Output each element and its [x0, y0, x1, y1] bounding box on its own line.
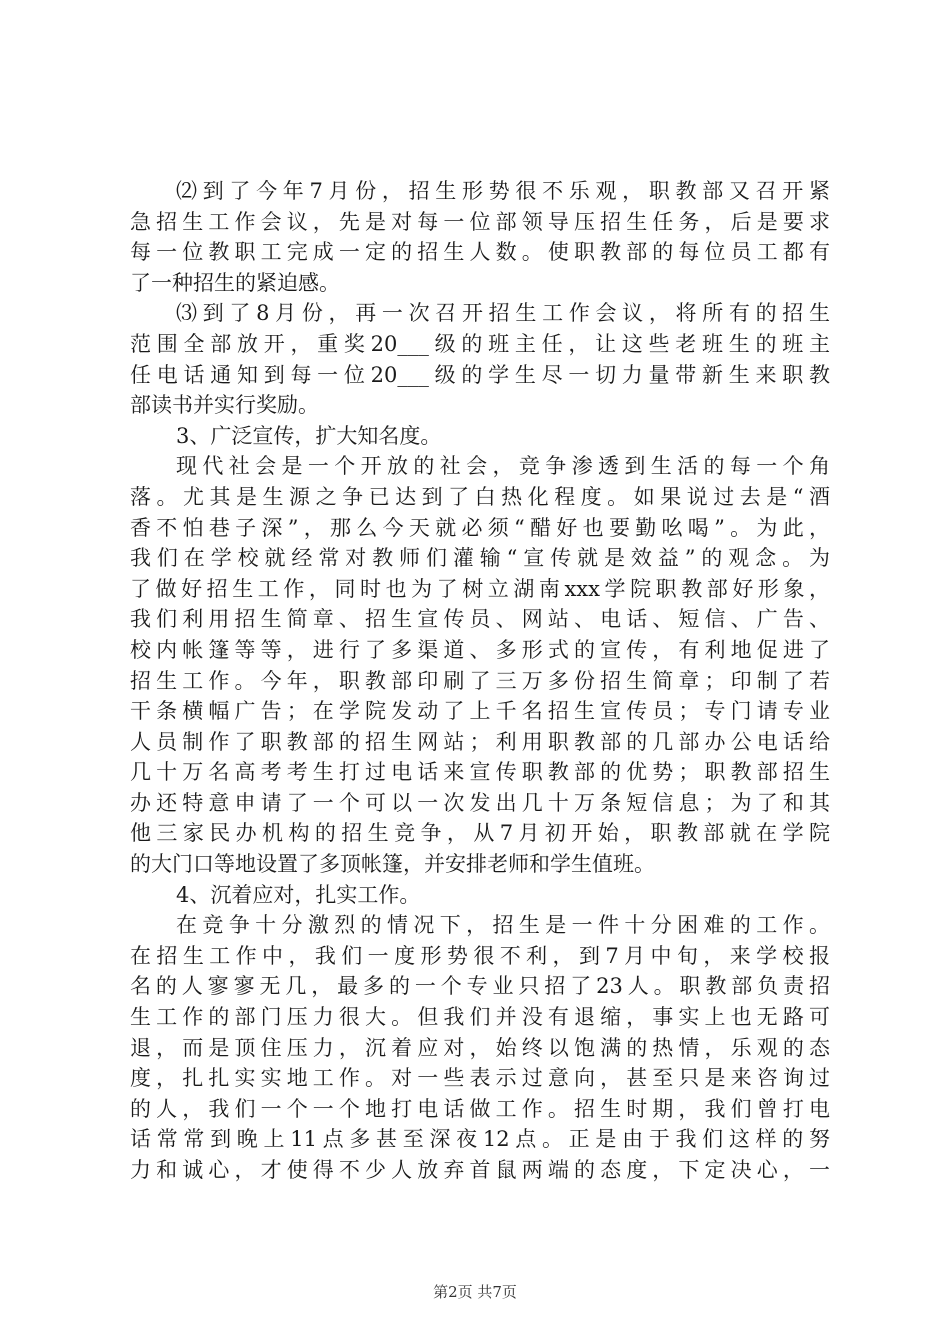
text-line: 退，而是顶住压力，沉着应对，始终以饱满的热情，乐观的态 [130, 1035, 830, 1060]
text-line: 办还特意申请了一个可以一次发出几十万条短信息；为了和其 [130, 790, 830, 815]
text-line: 名的人寥寥无几，最多的一个专业只招了23人。职教部负责招 [130, 974, 830, 999]
text-line: 几十万名高考考生打过电话来宣传职教部的优势；职教部招生 [130, 760, 830, 785]
text-line: 了做好招生工作，同时也为了树立湖南xxx学院职教部好形象， [130, 576, 830, 601]
text-line: 急招生工作会议，先是对每一位部领导压招生任务，后是要求 [130, 209, 830, 234]
text-line: 在招生工作中，我们一度形势很不利，到7月中旬，来学校报 [130, 943, 830, 968]
text-line: 3、广泛宣传，扩大知名度。 [176, 423, 442, 448]
text-line: ⑶到了8月份，再一次召开招生工作会议，将所有的招生 [176, 301, 830, 326]
text-line: 在竞争十分激烈的情况下，招生是一件十分困难的工作。 [176, 913, 830, 938]
text-line: 了一种招生的紧迫感。 [130, 270, 340, 295]
text-line: 现代社会是一个开放的社会，竞争渗透到生活的每一个角 [176, 454, 830, 479]
text-line: 我们利用招生简章、招生宣传员、网站、电话、短信、广告、 [130, 607, 830, 632]
text-line: 生工作的部门压力很大。但我们并没有退缩，事实上也无路可 [130, 1005, 830, 1030]
document-body [130, 176, 830, 1186]
text-line: 校内帐篷等等，进行了多渠道、多形式的宣传，有利地促进了 [130, 637, 830, 662]
text-line: 话常常到晚上11点多甚至深夜12点。正是由于我们这样的努 [130, 1127, 830, 1152]
text-line: 部读书并实行奖励。 [130, 393, 319, 418]
text-line: 每一位教职工完成一定的招生人数。使职教部的每位员工都有 [130, 240, 830, 265]
text-line: 任电话通知到每一位20___级的学生尽一切力量带新生来职教 [130, 362, 830, 387]
text-line: 我们在学校就经常对教师们灌输“宣传就是效益”的观念。为 [130, 546, 830, 571]
text-line: 范围全部放开，重奖20___级的班主任，让这些老班生的班主 [130, 331, 830, 356]
text-line: 招生工作。今年，职教部印刷了三万多份招生简章；印制了若 [130, 668, 830, 693]
text-line: ⑵到了今年7月份，招生形势很不乐观，职教部又召开紧 [176, 179, 830, 203]
text-line: 人员制作了职教部的招生网站；利用职教部的几部办公电话给 [130, 729, 830, 754]
text-line: 力和诚心，才使得不少人放弃首鼠两端的态度，下定决心，一 [130, 1158, 830, 1182]
text-line: 度，扎扎实实地工作。对一些表示过意向，甚至只是来咨询过 [130, 1066, 830, 1091]
text-line: 干条横幅广告；在学院发动了上千名招生宣传员；专门请专业 [130, 699, 830, 724]
text-line: 的大门口等地设置了多顶帐篷，并安排老师和学生值班。 [130, 852, 655, 877]
text-line: 他三家民办机构的招生竞争，从7月初开始，职教部就在学院 [130, 821, 830, 846]
text-line: 落。尤其是生源之争已达到了白热化程度。如果说过去是“酒 [130, 484, 830, 509]
text-line: 的人，我们一个一个地打电话做工作。招生时期，我们曾打电 [130, 1096, 830, 1121]
text-line: 香不怕巷子深”，那么今天就必须“醋好也要勤吆喝”。为此， [130, 515, 830, 540]
page-footer: 第2页 共7页 [433, 1283, 517, 1301]
text-line: 4、沉着应对，扎实工作。 [176, 882, 421, 907]
